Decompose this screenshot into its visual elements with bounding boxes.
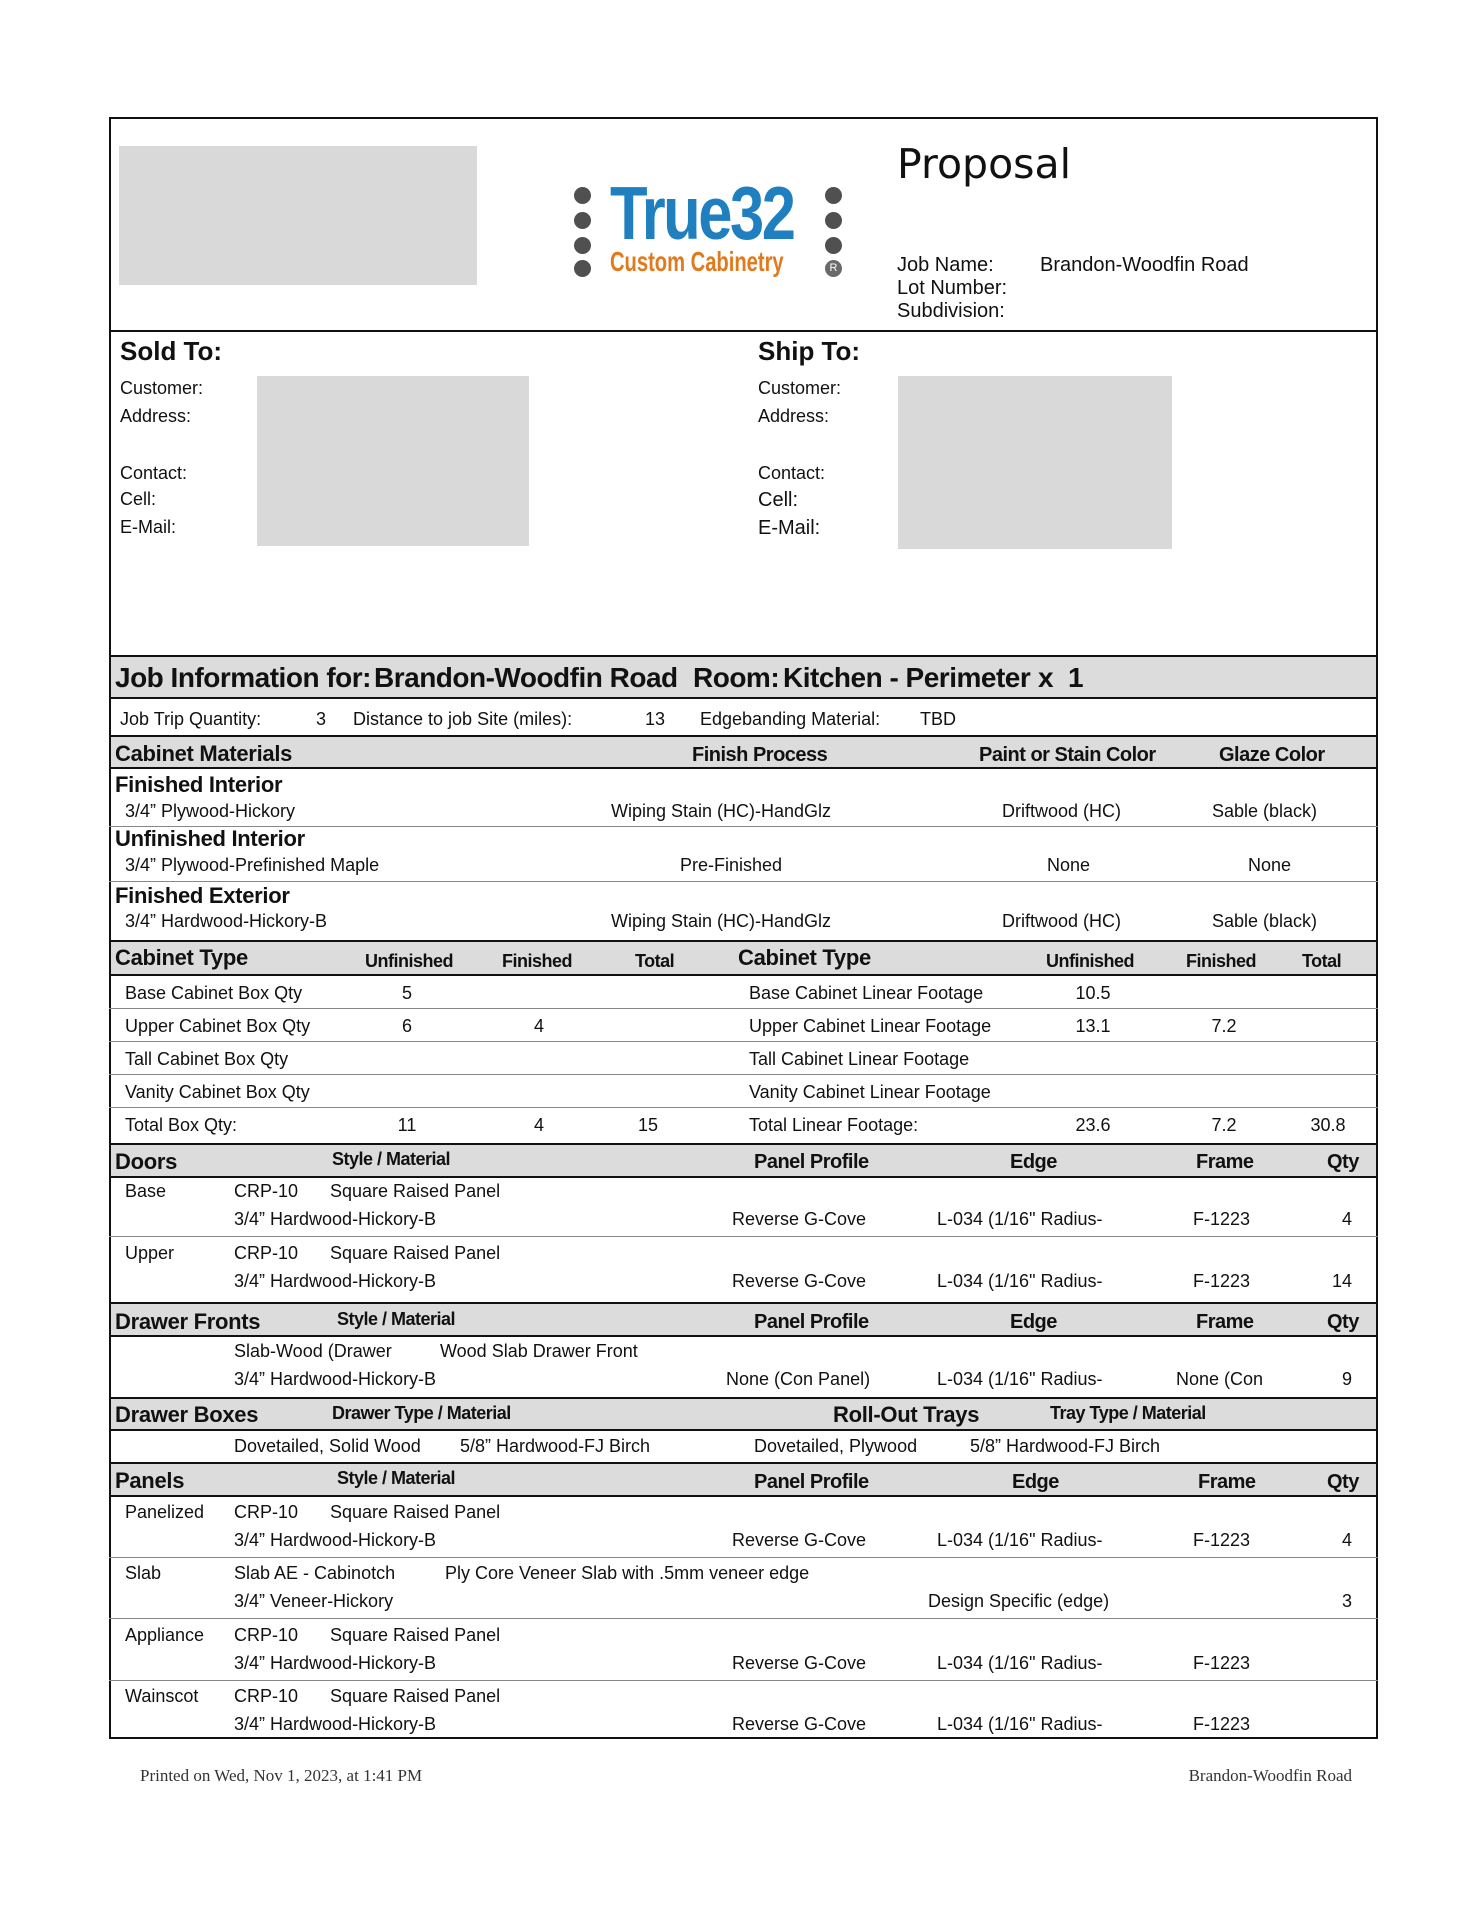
doors-header: Doors [115, 1149, 178, 1174]
panels-frame-header: Frame [1198, 1471, 1256, 1493]
finish-process: Wiping Stain (HC)-HandGlz [611, 801, 832, 821]
redacted-logo-area [119, 146, 477, 285]
divider [109, 1008, 1378, 1009]
logo-name: True32 [610, 171, 794, 255]
drawer-front-frame: None (Con [1176, 1369, 1264, 1389]
sold-to-customer-label: Customer: [120, 378, 204, 398]
tray-type-header: Tray Type / Material [1050, 1403, 1206, 1423]
door-type: Upper [125, 1243, 175, 1263]
divider [109, 974, 1378, 976]
door-qty: 4 [1341, 1209, 1352, 1229]
paint-stain-header: Paint or Stain Color [979, 744, 1156, 766]
drawer-fronts-profile-header: Panel Profile [754, 1311, 869, 1333]
drawer-type-header: Drawer Type / Material [332, 1403, 511, 1423]
door-code: CRP-10 [234, 1181, 299, 1201]
total-footage-label: Total Linear Footage: [749, 1115, 919, 1135]
ship-to-title: Ship To: [758, 336, 861, 366]
divider [109, 1557, 1378, 1558]
cabinet-box-label: Upper Cabinet Box Qty [125, 1016, 311, 1036]
panel-code: CRP-10 [234, 1625, 299, 1645]
panel-frame: F-1223 [1193, 1653, 1251, 1673]
material-title: Finished Exterior [115, 883, 290, 908]
finish-process-header: Finish Process [692, 744, 828, 766]
job-info-room: Kitchen - Perimeter [783, 662, 1031, 693]
panels-header-band [111, 1464, 1376, 1495]
panels-profile-header: Panel Profile [754, 1471, 869, 1493]
logo-dot-icon [574, 237, 591, 254]
logo-dot-icon [574, 212, 591, 229]
logo-dot-icon [825, 212, 842, 229]
linear-footage-label: Tall Cabinet Linear Footage [749, 1049, 970, 1069]
total-box-label: Total Box Qty: [125, 1115, 238, 1135]
drawer-boxes-header: Drawer Boxes [115, 1402, 259, 1427]
drawer-fronts-header: Drawer Fronts [115, 1309, 261, 1334]
linear-footage-label: Base Cabinet Linear Footage [749, 983, 984, 1003]
material-title: Unfinished Interior [115, 826, 305, 851]
material-name: 3/4” Hardwood-Hickory-B [125, 911, 328, 931]
stain-color: None [1047, 855, 1091, 875]
redacted-sold-to-details [257, 376, 529, 546]
panel-frame: F-1223 [1193, 1714, 1251, 1734]
stain-color: Driftwood (HC) [1002, 801, 1122, 821]
unfinished-footage-header: Unfinished [1046, 951, 1134, 971]
trip-qty-value: 3 [316, 709, 327, 729]
panels-edge-header: Edge [1012, 1471, 1059, 1493]
job-info-room-label: Room: [693, 662, 780, 693]
drawer-fronts-style-header: Style / Material [337, 1309, 456, 1329]
linear-footage-label: Vanity Cabinet Linear Footage [749, 1082, 991, 1102]
ship-to-address-label: Address: [758, 406, 830, 426]
trip-qty-label: Job Trip Quantity: [120, 709, 262, 729]
logo-dot-icon [574, 260, 591, 277]
distance-value: 13 [645, 709, 666, 729]
printed-timestamp: Printed on Wed, Nov 1, 2023, at 1:41 PM [140, 1766, 423, 1785]
ship-to-contact-label: Contact: [758, 463, 826, 483]
panel-material: 3/4” Hardwood-Hickory-B [234, 1714, 437, 1734]
door-material: 3/4” Hardwood-Hickory-B [234, 1271, 437, 1291]
sold-to-cell-label: Cell: [120, 489, 157, 509]
divider [109, 1074, 1378, 1075]
logo-tagline: Custom Cabinetry [610, 246, 784, 277]
door-code: CRP-10 [234, 1243, 299, 1263]
total-footage-finished: 7.2 [1211, 1115, 1237, 1135]
job-info-count: 1 [1068, 662, 1084, 693]
footer-job-name: Brandon-Woodfin Road [1188, 1766, 1352, 1785]
total-header: Total [635, 951, 675, 971]
registered-mark-icon: R [825, 260, 842, 277]
door-frame: F-1223 [1193, 1209, 1251, 1229]
door-edge: L-034 (1/16" Radius- [937, 1271, 1103, 1291]
subdivision-label: Subdivision: [897, 300, 1005, 322]
total-box-finished: 4 [533, 1115, 545, 1135]
panel-style: Ply Core Veneer Slab with .5mm veneer edge [445, 1563, 810, 1583]
material-name: 3/4” Plywood-Hickory [125, 801, 296, 821]
panel-type: Panelized [125, 1502, 205, 1522]
unfinished-header: Unfinished [365, 951, 453, 971]
stain-color: Driftwood (HC) [1002, 911, 1122, 931]
total-footage-header: Total [1302, 951, 1342, 971]
door-material: 3/4” Hardwood-Hickory-B [234, 1209, 437, 1229]
drawer-front-style: Wood Slab Drawer Front [440, 1341, 638, 1361]
job-name-label: Job Name: [897, 254, 994, 276]
divider [109, 1429, 1378, 1431]
panel-profile: Reverse G-Cove [732, 1653, 867, 1673]
panel-material: 3/4” Hardwood-Hickory-B [234, 1530, 437, 1550]
panel-style: Square Raised Panel [330, 1502, 501, 1522]
cabinet-box-label: Base Cabinet Box Qty [125, 983, 303, 1003]
door-qty: 14 [1331, 1271, 1352, 1291]
logo-dot-icon [825, 237, 842, 254]
linear-footage-finished: 7.2 [1211, 1016, 1237, 1036]
ship-to-customer-label: Customer: [758, 378, 842, 398]
edgebanding-label: Edgebanding Material: [700, 709, 881, 729]
panel-edge: L-034 (1/16" Radius- [937, 1714, 1103, 1734]
panels-header: Panels [115, 1468, 185, 1493]
sold-to-email-label: E-Mail: [120, 517, 177, 537]
total-footage-unfinished: 23.6 [1075, 1115, 1111, 1135]
drawer-front-edge: L-034 (1/16" Radius- [937, 1369, 1103, 1389]
divider [109, 1680, 1378, 1681]
material-name: 3/4” Plywood-Prefinished Maple [125, 855, 380, 875]
doors-qty-header: Qty [1327, 1151, 1359, 1173]
door-style: Square Raised Panel [330, 1243, 501, 1263]
ship-to-cell-label: Cell: [758, 489, 799, 511]
panel-edge: L-034 (1/16" Radius- [937, 1653, 1103, 1673]
cabinet-box-finished: 4 [533, 1016, 545, 1036]
door-profile: Reverse G-Cove [732, 1271, 867, 1291]
doors-style-header: Style / Material [332, 1149, 451, 1169]
job-info-mult: x [1038, 662, 1054, 693]
divider [109, 1335, 1378, 1337]
panel-frame: F-1223 [1193, 1530, 1251, 1550]
logo-dot-icon [574, 187, 591, 204]
divider [109, 1236, 1378, 1237]
divider [109, 881, 1378, 882]
sold-to-title: Sold To: [120, 336, 223, 366]
drawer-box-type: Dovetailed, Solid Wood [234, 1436, 421, 1456]
panels-qty-header: Qty [1327, 1471, 1359, 1493]
doors-header-band [111, 1145, 1376, 1176]
panel-profile: Reverse G-Cove [732, 1714, 867, 1734]
panel-type: Wainscot [125, 1686, 199, 1706]
drawer-front-material: 3/4” Hardwood-Hickory-B [234, 1369, 437, 1389]
total-box-total: 15 [637, 1115, 659, 1135]
linear-footage-label: Upper Cabinet Linear Footage [749, 1016, 992, 1036]
tray-material: 5/8” Hardwood-FJ Birch [970, 1436, 1161, 1456]
finished-footage-header: Finished [1186, 951, 1257, 971]
panels-style-header: Style / Material [337, 1468, 456, 1488]
rollout-trays-header: Roll-Out Trays [833, 1402, 980, 1427]
cabinet-box-label: Vanity Cabinet Box Qty [125, 1082, 310, 1102]
linear-footage-unfinished: 13.1 [1075, 1016, 1111, 1036]
cabinet-box-unfinished: 6 [401, 1016, 413, 1036]
finish-process: Pre-Finished [680, 855, 783, 875]
panel-material: 3/4” Hardwood-Hickory-B [234, 1653, 437, 1673]
glaze-color: Sable (black) [1212, 801, 1318, 821]
cabinet-box-unfinished: 5 [401, 983, 413, 1003]
door-profile: Reverse G-Cove [732, 1209, 867, 1229]
drawer-front-code: Slab-Wood (Drawer [234, 1341, 392, 1361]
drawer-box-material: 5/8” Hardwood-FJ Birch [460, 1436, 651, 1456]
glaze-header: Glaze Color [1219, 744, 1325, 766]
drawer-fronts-header-band [111, 1304, 1376, 1335]
panel-code: CRP-10 [234, 1502, 299, 1522]
sold-to-address-label: Address: [120, 406, 192, 426]
linear-footage-unfinished: 10.5 [1075, 983, 1111, 1003]
panel-edge: L-034 (1/16" Radius- [937, 1530, 1103, 1550]
logo-dot-icon [825, 187, 842, 204]
panel-material: 3/4” Veneer-Hickory [234, 1591, 394, 1611]
divider [109, 767, 1378, 769]
divider [109, 1107, 1378, 1108]
cabinet-type-footage-header: Cabinet Type [738, 945, 871, 970]
job-info-label: Job Information for: [115, 662, 371, 693]
edgebanding-value: TBD [920, 709, 956, 729]
material-title: Finished Interior [115, 772, 283, 797]
job-name-value: Brandon-Woodfin Road [1040, 254, 1249, 276]
drawer-fronts-edge-header: Edge [1010, 1311, 1057, 1333]
tray-type: Dovetailed, Plywood [754, 1436, 918, 1456]
materials-header: Cabinet Materials [115, 741, 293, 766]
door-type: Base [125, 1181, 167, 1201]
door-edge: L-034 (1/16" Radius- [937, 1209, 1103, 1229]
sold-to-contact-label: Contact: [120, 463, 188, 483]
cabinet-type-header: Cabinet Type [115, 945, 248, 970]
drawer-front-profile: None (Con Panel) [726, 1369, 871, 1389]
drawer-fronts-qty-header: Qty [1327, 1311, 1359, 1333]
lot-number-label: Lot Number: [897, 277, 1008, 299]
doors-frame-header: Frame [1196, 1151, 1254, 1173]
page-title: Proposal [897, 140, 1072, 188]
divider [109, 697, 1378, 699]
panel-qty: 4 [1341, 1530, 1352, 1550]
divider [109, 1495, 1378, 1497]
drawer-front-qty: 9 [1341, 1369, 1352, 1389]
finish-process: Wiping Stain (HC)-HandGlz [611, 911, 832, 931]
divider [109, 1041, 1378, 1042]
glaze-color: None [1248, 855, 1292, 875]
finished-header: Finished [502, 951, 573, 971]
drawer-fronts-frame-header: Frame [1196, 1311, 1254, 1333]
cabinet-box-label: Tall Cabinet Box Qty [125, 1049, 289, 1069]
doors-edge-header: Edge [1010, 1151, 1057, 1173]
redacted-ship-to-details [898, 376, 1172, 549]
total-box-unfinished: 11 [397, 1115, 417, 1135]
ship-to-email-label: E-Mail: [758, 517, 821, 539]
glaze-color: Sable (black) [1212, 911, 1318, 931]
door-style: Square Raised Panel [330, 1181, 501, 1201]
total-footage-total: 30.8 [1310, 1115, 1346, 1135]
panel-qty: 3 [1341, 1591, 1352, 1611]
panel-code: CRP-10 [234, 1686, 299, 1706]
panel-profile: Reverse G-Cove [732, 1530, 867, 1550]
divider [109, 330, 1378, 332]
panel-style: Square Raised Panel [330, 1625, 501, 1645]
door-frame: F-1223 [1193, 1271, 1251, 1291]
divider [109, 1618, 1378, 1619]
panel-edge: Design Specific (edge) [928, 1591, 1110, 1611]
job-info-job: Brandon-Woodfin Road [374, 662, 678, 693]
panel-type: Appliance [125, 1625, 205, 1645]
divider [109, 1176, 1378, 1178]
distance-label: Distance to job Site (miles): [353, 709, 573, 729]
panel-style: Square Raised Panel [330, 1686, 501, 1706]
panel-code: Slab AE - Cabinotch [234, 1563, 396, 1583]
doors-profile-header: Panel Profile [754, 1151, 869, 1173]
panel-type: Slab [125, 1563, 162, 1583]
